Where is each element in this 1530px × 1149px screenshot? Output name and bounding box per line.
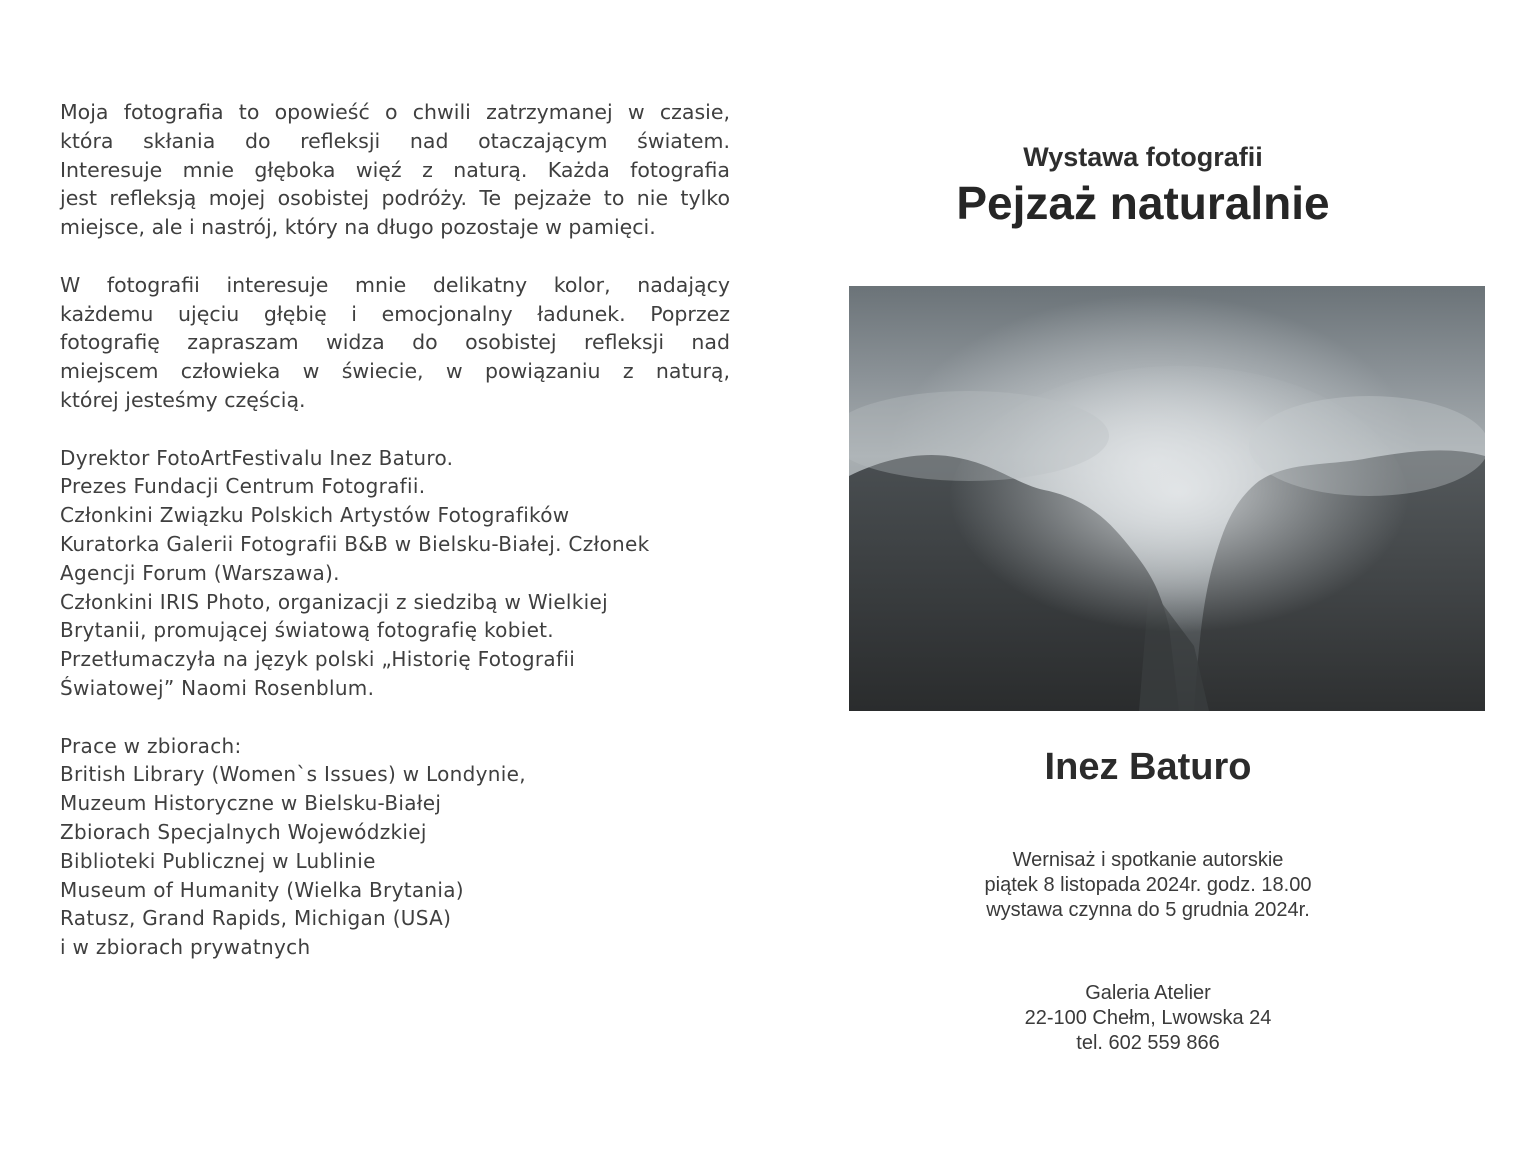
artist-statement-column [60,98,730,991]
color-line: miejscem człowieka w świecie, w powiązaniu z naturą, [60,359,730,384]
exhibition-title: Pejzaż naturalnie [956,177,1330,229]
bio-line: Prezes Fundacji Centrum Fotografii. [60,474,426,499]
event-line: Wernisaż i spotkanie autorskie [1012,849,1284,871]
bio-line: Członkini Związku Polskich Artystów Fotografików [60,503,570,528]
color-line: każdemu ujęciu głębię i emocjonalny ładunek. Poprzez [60,301,730,326]
bio-line: Dyrektor FotoArtFestivalu Inez Baturo. [60,445,454,470]
exhibition-label: Wystawa fotografii [1023,142,1263,172]
color-line: W fotografii interesuje mnie delikatny kolor, nadający [60,272,730,297]
collection-item: Muzeum Historyczne w Bielsku-Białej [60,791,442,816]
color-line: której jesteśmy częścią. [60,387,306,412]
event-line: piątek 8 listopada 2024r. godz. 18.00 [984,874,1312,896]
color-paragraph [60,271,730,415]
gallery-line: Galeria Atelier [1085,982,1211,1004]
intro-line: miejsce, ale i nastrój, który na długo pozostaje w pamięci. [60,215,656,240]
landscape-photo [849,286,1485,711]
bio-line: Brytanii, promującej światową fotografię kobiet. [60,618,554,643]
collection-item: Zbiorach Specjalnych Wojewódzkiej [60,819,427,844]
event-info [848,848,1448,923]
collection-item: Biblioteki Publicznej w Lublinie [60,848,376,873]
collection-item: British Library (Women`s Issues) w Londynie, [60,762,526,787]
intro-line: jest refleksją mojej osobistej podróży. Te pejzaże to nie tylko [60,186,730,211]
collection-item: i w zbiorach prywatnych [60,935,311,960]
intro-paragraph [60,98,730,242]
collection-item: Ratusz, Grand Rapids, Michigan (USA) [60,906,452,931]
bio-line: Przetłumaczyła na język polski „Historię Fotografii [60,647,576,672]
intro-line: Moja fotografia to opowieść o chwili zatrzymanej w czasie, [60,100,730,124]
exhibition-column [848,0,1486,1149]
gallery-line: tel. 602 559 866 [1076,1032,1220,1054]
collection-item: Museum of Humanity (Wielka Brytania) [60,877,464,902]
gallery-line: 22-100 Chełm, Lwowska 24 [1024,1007,1272,1029]
collections-heading: Prace w zbiorach: [60,733,242,758]
intro-line: która skłania do refleksji nad otaczającym światem. [60,128,730,153]
bio-line: Agencji Forum (Warszawa). [60,560,340,585]
bio-line: Członkini IRIS Photo, organizacji z siedzibą w Wielkiej [60,589,608,614]
gallery-info [848,981,1448,1056]
artist-bio [60,444,730,703]
collections-list [60,732,730,962]
artist-name: Inez Baturo [1044,746,1252,788]
intro-line: Interesuje mnie głęboka więź z naturą. Każda fotografia [60,157,730,182]
color-line: fotografię zapraszam widza do osobistej refleksji nad [60,330,730,355]
event-line: wystawa czynna do 5 grudnia 2024r. [986,899,1310,921]
bio-line: Światowej” Naomi Rosenblum. [60,675,375,700]
misty-mountains-illustration [849,286,1485,711]
mist-wisp [1249,396,1485,496]
bio-line: Kuratorka Galerii Fotografii B&B w Bielsku-Białej. Członek [60,531,650,556]
